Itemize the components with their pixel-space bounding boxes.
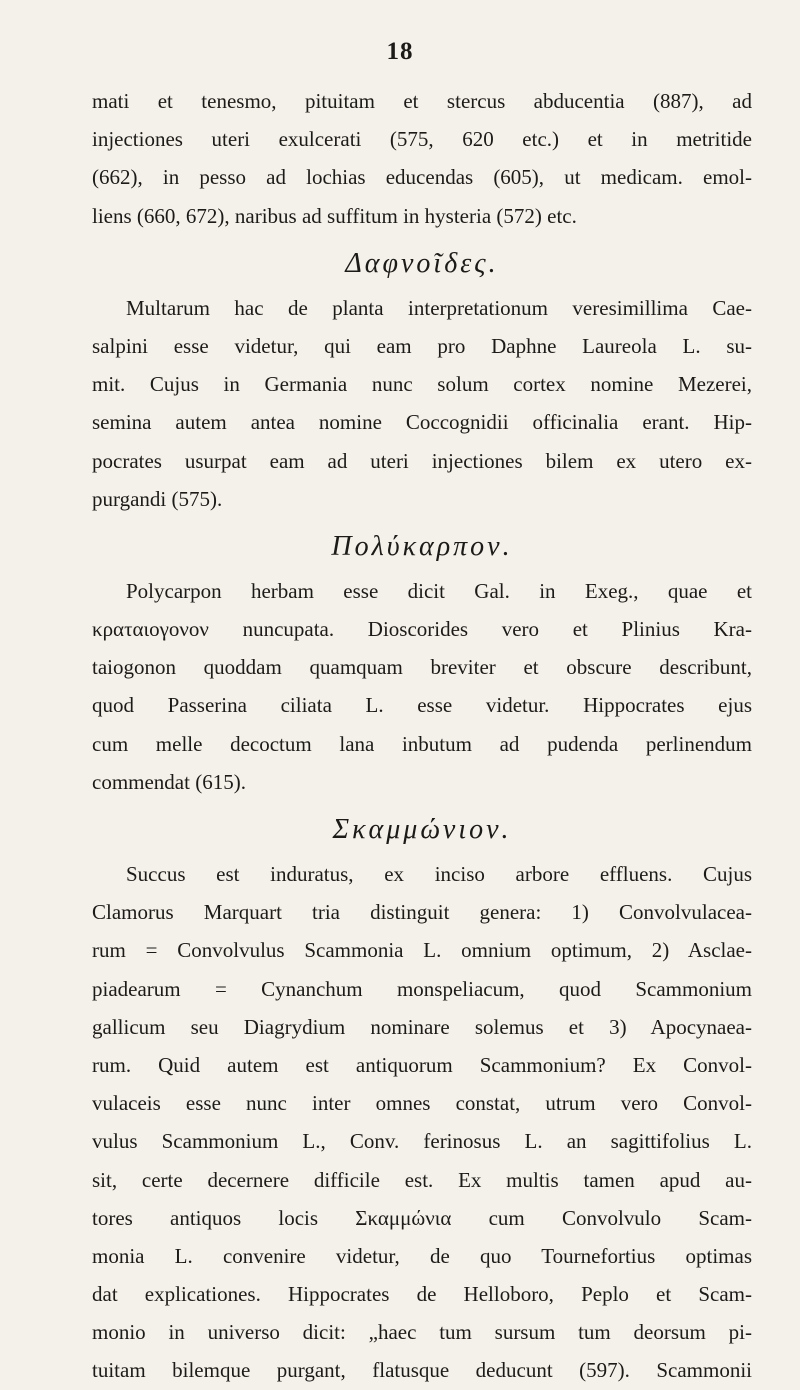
text-line: liens (660, 672), naribus ad suffitum in hysteria (572) etc.	[92, 203, 577, 228]
text-line: quod Passerina ciliata L. esse videtur. Hippocrates ejus	[92, 693, 752, 718]
text-line: purgandi (575).	[92, 486, 223, 511]
text-line: semina autem antea nomine Coccognidii officinalia erant. Hip-	[92, 410, 752, 435]
section-heading-polykarpon: Πολύκαρπον.	[331, 530, 513, 562]
text-line: monio in universo dicit: „haec tum sursum tum deorsum pi-	[92, 1320, 752, 1345]
text-line: piadearum = Cynanchum monspeliacum, quod Scammonium	[92, 976, 752, 1001]
text-line: vulaceis esse nunc inter omnes constat, utrum vero Convol-	[92, 1091, 752, 1116]
text-line: injectiones uteri exulcerati (575, 620 etc.) et in metritide	[92, 127, 752, 152]
text-line: mit. Cujus in Germania nunc solum cortex nomine Mezerei,	[92, 372, 752, 397]
section-heading-skammonion: Σκαμμώνιον.	[332, 814, 512, 845]
text-line: taiogonon quoddam quamquam breviter et obscure describunt,	[92, 655, 752, 680]
page-number: 18	[386, 38, 414, 65]
text-line: salpini esse videtur, qui eam pro Daphne Laureola L. su-	[92, 333, 752, 358]
text-line: tores antiquos locis Σκαμμώνια cum Convolvulo Scam-	[92, 1205, 752, 1230]
text-line: monia L. convenire videtur, de quo Tournefortius optimas	[92, 1243, 752, 1268]
text-line: tuitam bilemque purgant, flatusque deducunt (597). Scammonii	[92, 1358, 752, 1383]
text-line: rum. Quid autem est antiquorum Scammonium? Ex Convol-	[92, 1052, 752, 1077]
text-line: cum melle decoctum lana inbutum ad pudenda perlinendum	[92, 731, 752, 756]
page-body	[92, 82, 752, 1390]
text-line: gallicum seu Diagrydium nominare solemus et 3) Apocynaea-	[92, 1014, 752, 1039]
text-line: sit, certe decernere difficile est. Ex multis tamen apud au-	[92, 1167, 752, 1192]
text-line: Multarum hac de planta interpretationum veresimillima Cae-	[126, 295, 752, 320]
text-line: vulus Scammonium L., Conv. ferinosus L. an sagittifolius L.	[92, 1129, 752, 1154]
text-line: pocrates usurpat eam ad uteri injectiones bilem ex utero ex-	[92, 448, 752, 473]
text-line: (662), in pesso ad lochias educendas (605), ut medicam. emol-	[92, 165, 752, 190]
text-line: commendat (615).	[92, 769, 246, 794]
text-line: Succus est induratus, ex inciso arbore effluens. Cujus	[126, 862, 752, 886]
text-line: Clamorus Marquart tria distinguit genera: 1) Convolvulacea-	[92, 900, 752, 925]
text-line: rum = Convolvulus Scammonia L. omnium optimum, 2) Asclae-	[92, 938, 752, 963]
section-heading-daphnoides: Δαφνοῖδες.	[345, 247, 499, 279]
text-line: Polycarpon herbam esse dicit Gal. in Exeg., quae et	[126, 578, 752, 603]
text-line: κραταιογονον nuncupata. Dioscorides vero et Plinius Kra-	[92, 617, 752, 642]
text-line: mati et tenesmo, pituitam et stercus abducentia (887), ad	[92, 89, 752, 113]
text-line: dat explicationes. Hippocrates de Helloboro, Peplo et Scam-	[92, 1282, 752, 1307]
